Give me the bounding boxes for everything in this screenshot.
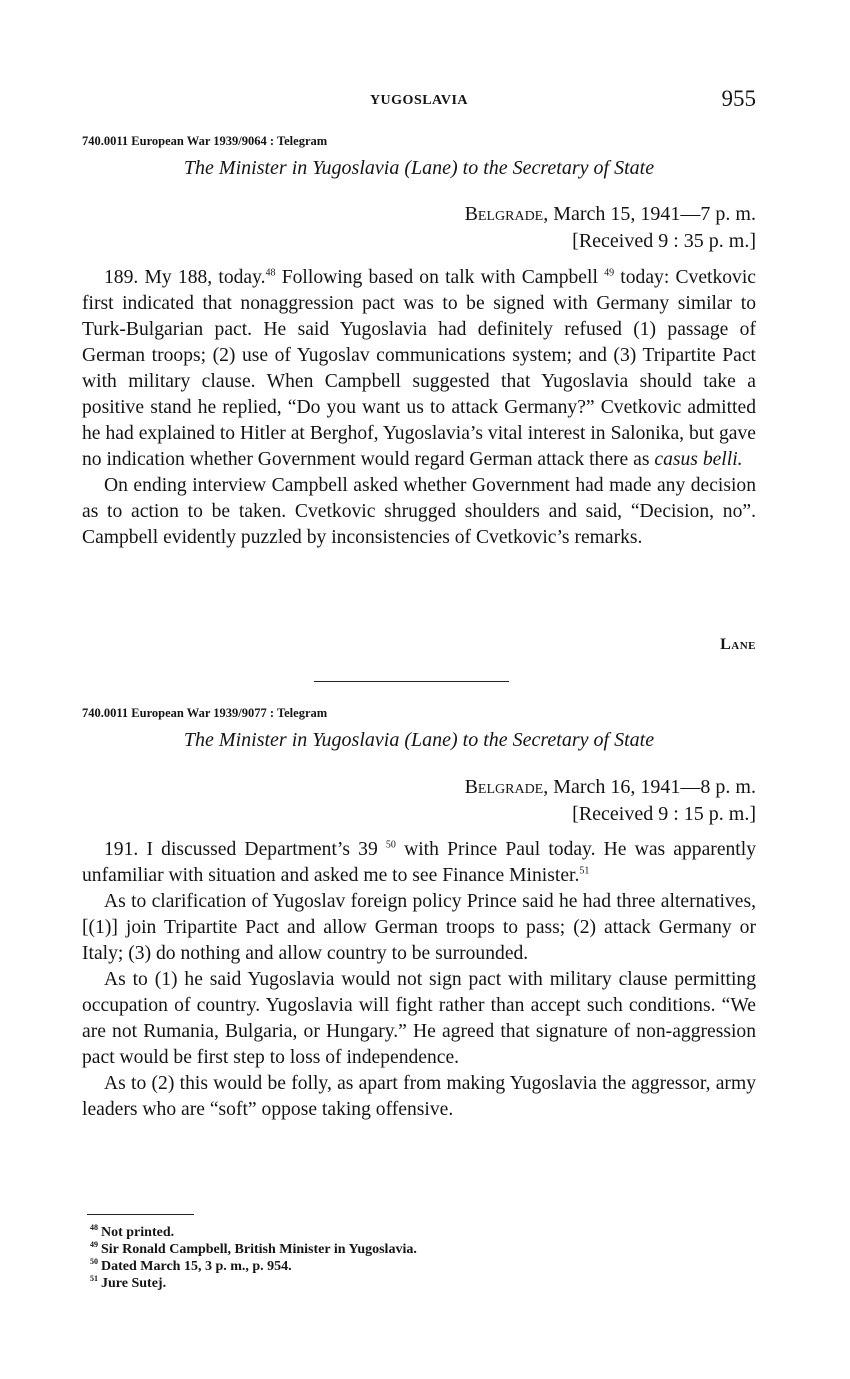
telegram-body (82, 837, 756, 1123)
footnote-text: Dated March 15, 3 p. m., p. 954. (101, 1259, 292, 1274)
footnote-marker: 49 (604, 267, 615, 279)
heading-text: The Minister in Yugoslavia ( (183, 729, 411, 751)
paragraph (82, 837, 756, 889)
paragraph-text: with Prince Paul today. He was apparently unfamiliar with situation and asked me to see Finance Minister. (82, 839, 756, 886)
footnote (90, 1241, 417, 1258)
telegram-body (82, 265, 756, 551)
heading-text: ) to the Secretary of State (450, 157, 655, 179)
footnote (90, 1275, 417, 1292)
received-line: [Received 9 : 35 p. m.] (572, 230, 756, 252)
running-head (82, 86, 756, 114)
italic-phrase: casus belli. (654, 449, 743, 470)
paragraph-text: today: Cvetkovic first indicated that nonaggression pact was to be signed with Germany similar to Turk-Bulgarian pact. He said Yugoslavia had definitely refused (1) passage of German troops; (2) use of Yugoslav communications system; and (3) Tripartite Pact with military clause. When Campbell suggested that Yugoslavia should take a positive stand he replied, “Do you want us to attack Germany?” Cvetkovic admitted he had explained to Hitler at Berghof, Yugoslavia’s vital interest in Salonika, but gave no indication whether Government would regard German attack there as (82, 267, 756, 470)
heading-text: The Minister in Yugoslavia ( (183, 157, 411, 179)
place-date-line (465, 776, 756, 799)
file-reference: 740.0011 European War 1939/9077 : Telegram (82, 706, 328, 720)
footnotes (90, 1224, 417, 1292)
footnote-number: 49 (90, 1240, 98, 1250)
document-heading (82, 729, 756, 752)
document-heading (82, 157, 756, 180)
section-divider (314, 681, 509, 682)
paragraph-text: Following based on talk with Campbell (275, 267, 605, 288)
footnote-text: Jure Sutej. (101, 1276, 167, 1291)
footnote (90, 1258, 417, 1275)
footnote-marker: 51 (579, 865, 590, 877)
signature: Lane (720, 636, 756, 653)
footnote-text: Not printed. (101, 1225, 175, 1240)
footnote-marker: 50 (385, 839, 396, 851)
received-line: [Received 9 : 15 p. m.] (572, 803, 756, 825)
paragraph: As to clarification of Yugoslav foreign policy Prince said he had three alternatives, [(1)] join Tripartite Pact and allow German troops to pass; (2) attack Germany or Italy; (3) do nothing and allow country to be surrounded. (82, 891, 756, 964)
footnote-rule (87, 1214, 194, 1215)
paragraph-text: 189. My 188, today. (104, 267, 266, 288)
paragraph (82, 265, 756, 473)
heading-name: Lane (410, 157, 451, 179)
paragraph: As to (2) this would be folly, as apart from making Yugoslavia the aggressor, army leaders who are “soft” oppose taking offensive. (82, 1073, 756, 1120)
place-date-line (465, 203, 756, 226)
paragraph: On ending interview Campbell asked whether Government had made any decision as to action to be taken. Cvetkovic shrugged shoulders and said, “Decision, no”. Campbell evidently puzzled by inconsistencies of Cvetkovic’s remarks. (82, 475, 756, 548)
paragraph-text: 191. I discussed Department’s 39 (104, 839, 386, 860)
running-title: YUGOSLAVIA (369, 93, 469, 108)
place-name: Belgrade (464, 776, 544, 798)
footnote-text: Sir Ronald Campbell, British Minister in Yugoslavia. (101, 1242, 417, 1257)
heading-text: ) to the Secretary of State (450, 729, 655, 751)
footnote-number: 48 (90, 1223, 98, 1233)
date-time: , March 16, 1941—8 p. m. (543, 776, 756, 798)
footnote (90, 1224, 417, 1241)
paragraph: As to (1) he said Yugoslavia would not sign pact with military clause permitting occupation of country. Yugoslavia will fight rather than accept such conditions. “We are not Rumania, Bulgaria, or Hungary.” He agreed that signature of non-aggression pact would be first step to loss of independence. (82, 969, 756, 1068)
footnote-number: 51 (90, 1274, 98, 1284)
file-reference: 740.0011 European War 1939/9064 : Telegram (82, 134, 328, 148)
footnote-number: 50 (90, 1257, 98, 1267)
page-number: 955 (721, 86, 756, 111)
place-name: Belgrade (464, 203, 544, 225)
heading-name: Lane (410, 729, 451, 751)
footnote-marker: 48 (265, 267, 276, 279)
date-time: , March 15, 1941—7 p. m. (543, 203, 756, 225)
